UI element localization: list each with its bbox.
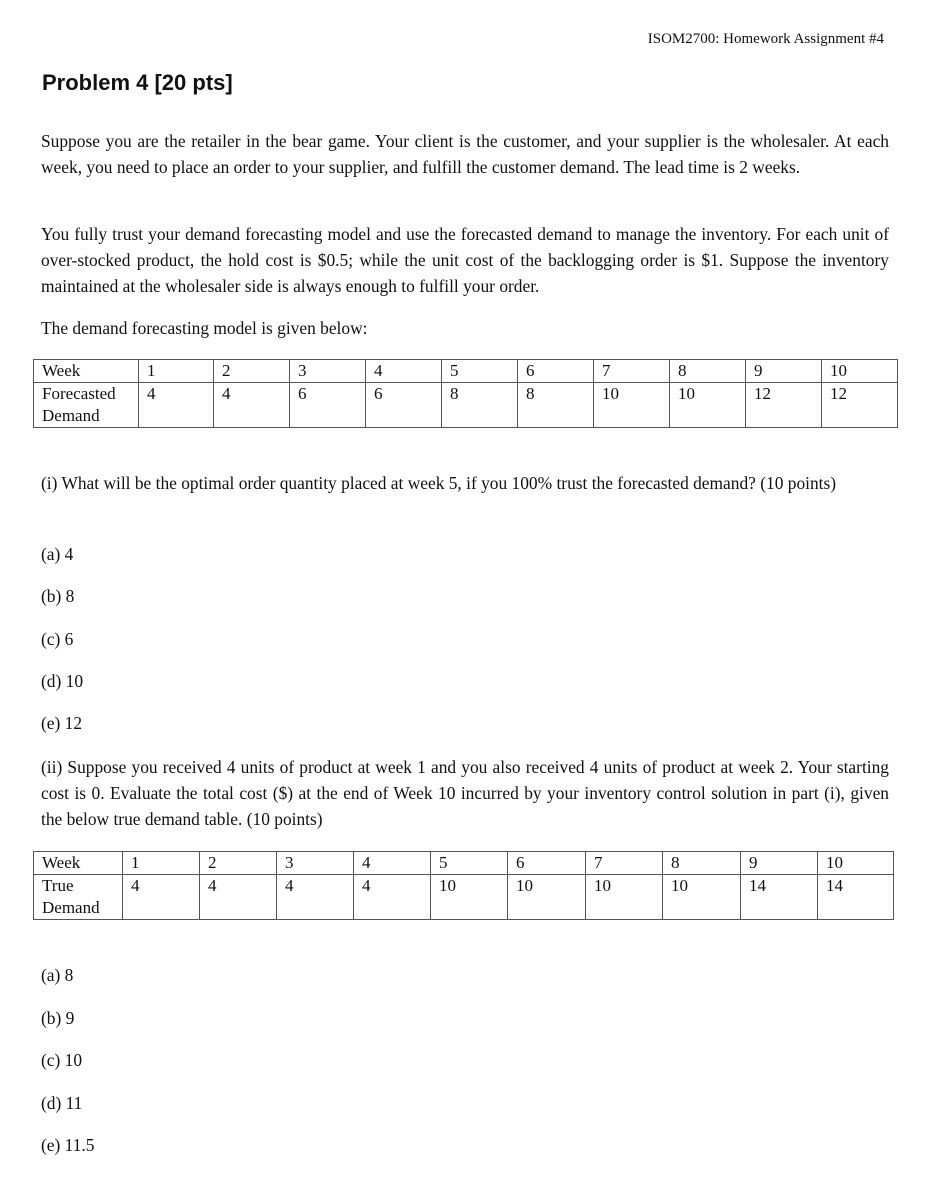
week-cell: 1 <box>139 360 214 383</box>
q2-option-c: (c) 10 <box>41 1050 83 1070</box>
q1-option-e: (e) 12 <box>41 713 83 733</box>
value-cell: 10 <box>594 383 670 428</box>
value-cell: 8 <box>518 383 594 428</box>
week-cell: 8 <box>670 360 746 383</box>
week-cell: 4 <box>366 360 442 383</box>
value-cell: 14 <box>818 875 894 920</box>
week-cell: 6 <box>508 852 586 875</box>
table-row <box>34 875 894 920</box>
value-cell: 4 <box>277 875 354 920</box>
question-1-text: (i) What will be the optimal order quantity placed at week 5, if you 100% trust the forecasted demand? (10 points) <box>41 473 837 493</box>
week-cell: 1 <box>123 852 200 875</box>
q1-option-a: (a) 4 <box>41 544 74 564</box>
value-cell: 12 <box>746 383 822 428</box>
q2-option-a: (a) 8 <box>41 965 74 985</box>
value-cell: 14 <box>741 875 818 920</box>
value-cell: 10 <box>663 875 741 920</box>
week-cell: 10 <box>822 360 898 383</box>
week-cell: 9 <box>746 360 822 383</box>
week-cell: 4 <box>354 852 431 875</box>
value-cell: 8 <box>442 383 518 428</box>
intro-paragraph-3: The demand forecasting model is given below: <box>41 318 368 338</box>
week-cell: 7 <box>586 852 663 875</box>
week-cell: 3 <box>290 360 366 383</box>
week-cell: 6 <box>518 360 594 383</box>
table-header-cell: Week <box>34 852 123 875</box>
page-header: ISOM2700: Homework Assignment #4 <box>647 31 884 47</box>
value-cell: 12 <box>822 383 898 428</box>
table-row <box>34 360 898 383</box>
value-cell: 10 <box>508 875 586 920</box>
week-cell: 2 <box>200 852 277 875</box>
intro-paragraph-2: You fully trust your demand forecasting model and use the forecasted demand to manage the inventory. For each unit of over-stocked product, the hold cost is $0.5; while the unit cost of the backlogging order is $1. Suppose the inventory maintained at the wholesaler side is always enough to fulfill your order. <box>41 224 889 296</box>
table-header-cell: Week <box>34 360 139 383</box>
value-cell: 10 <box>586 875 663 920</box>
value-cell: 10 <box>670 383 746 428</box>
value-cell: 10 <box>431 875 508 920</box>
week-cell: 10 <box>818 852 894 875</box>
week-cell: 5 <box>442 360 518 383</box>
q1-option-d: (d) 10 <box>41 671 84 691</box>
table-row <box>34 383 898 428</box>
week-cell: 9 <box>741 852 818 875</box>
q1-option-b: (b) 8 <box>41 586 75 606</box>
intro-paragraph-1: Suppose you are the retailer in the bear game. Your client is the customer, and your supplier is the wholesaler. At each week, you need to place an order to your supplier, and fulfill the customer demand. The lead time is 2 weeks. <box>41 131 889 177</box>
problem-title: Problem 4 [20 pts] <box>42 70 233 95</box>
value-cell: 6 <box>366 383 442 428</box>
row-label-cell: Forecasted Demand <box>34 383 139 428</box>
value-cell: 4 <box>200 875 277 920</box>
value-cell: 4 <box>354 875 431 920</box>
value-cell: 6 <box>290 383 366 428</box>
week-cell: 5 <box>431 852 508 875</box>
week-cell: 3 <box>277 852 354 875</box>
question-2-text: (ii) Suppose you received 4 units of product at week 1 and you also received 4 units of product at week 2. Your starting cost is 0. Evaluate the total cost ($) at the end of Week 10 incurred by your inventory control solution in part (i), given the below true demand table. (10 points) <box>41 757 889 829</box>
forecast-demand-table <box>33 359 898 428</box>
value-cell: 4 <box>123 875 200 920</box>
week-cell: 7 <box>594 360 670 383</box>
value-cell: 4 <box>139 383 214 428</box>
q2-option-d: (d) 11 <box>41 1093 83 1113</box>
q2-option-b: (b) 9 <box>41 1008 75 1028</box>
value-cell: 4 <box>214 383 290 428</box>
table-row <box>34 852 894 875</box>
q2-option-e: (e) 11.5 <box>41 1135 95 1155</box>
week-cell: 8 <box>663 852 741 875</box>
week-cell: 2 <box>214 360 290 383</box>
row-label-cell: True Demand <box>34 875 123 920</box>
true-demand-table <box>33 851 894 920</box>
q1-option-c: (c) 6 <box>41 629 74 649</box>
